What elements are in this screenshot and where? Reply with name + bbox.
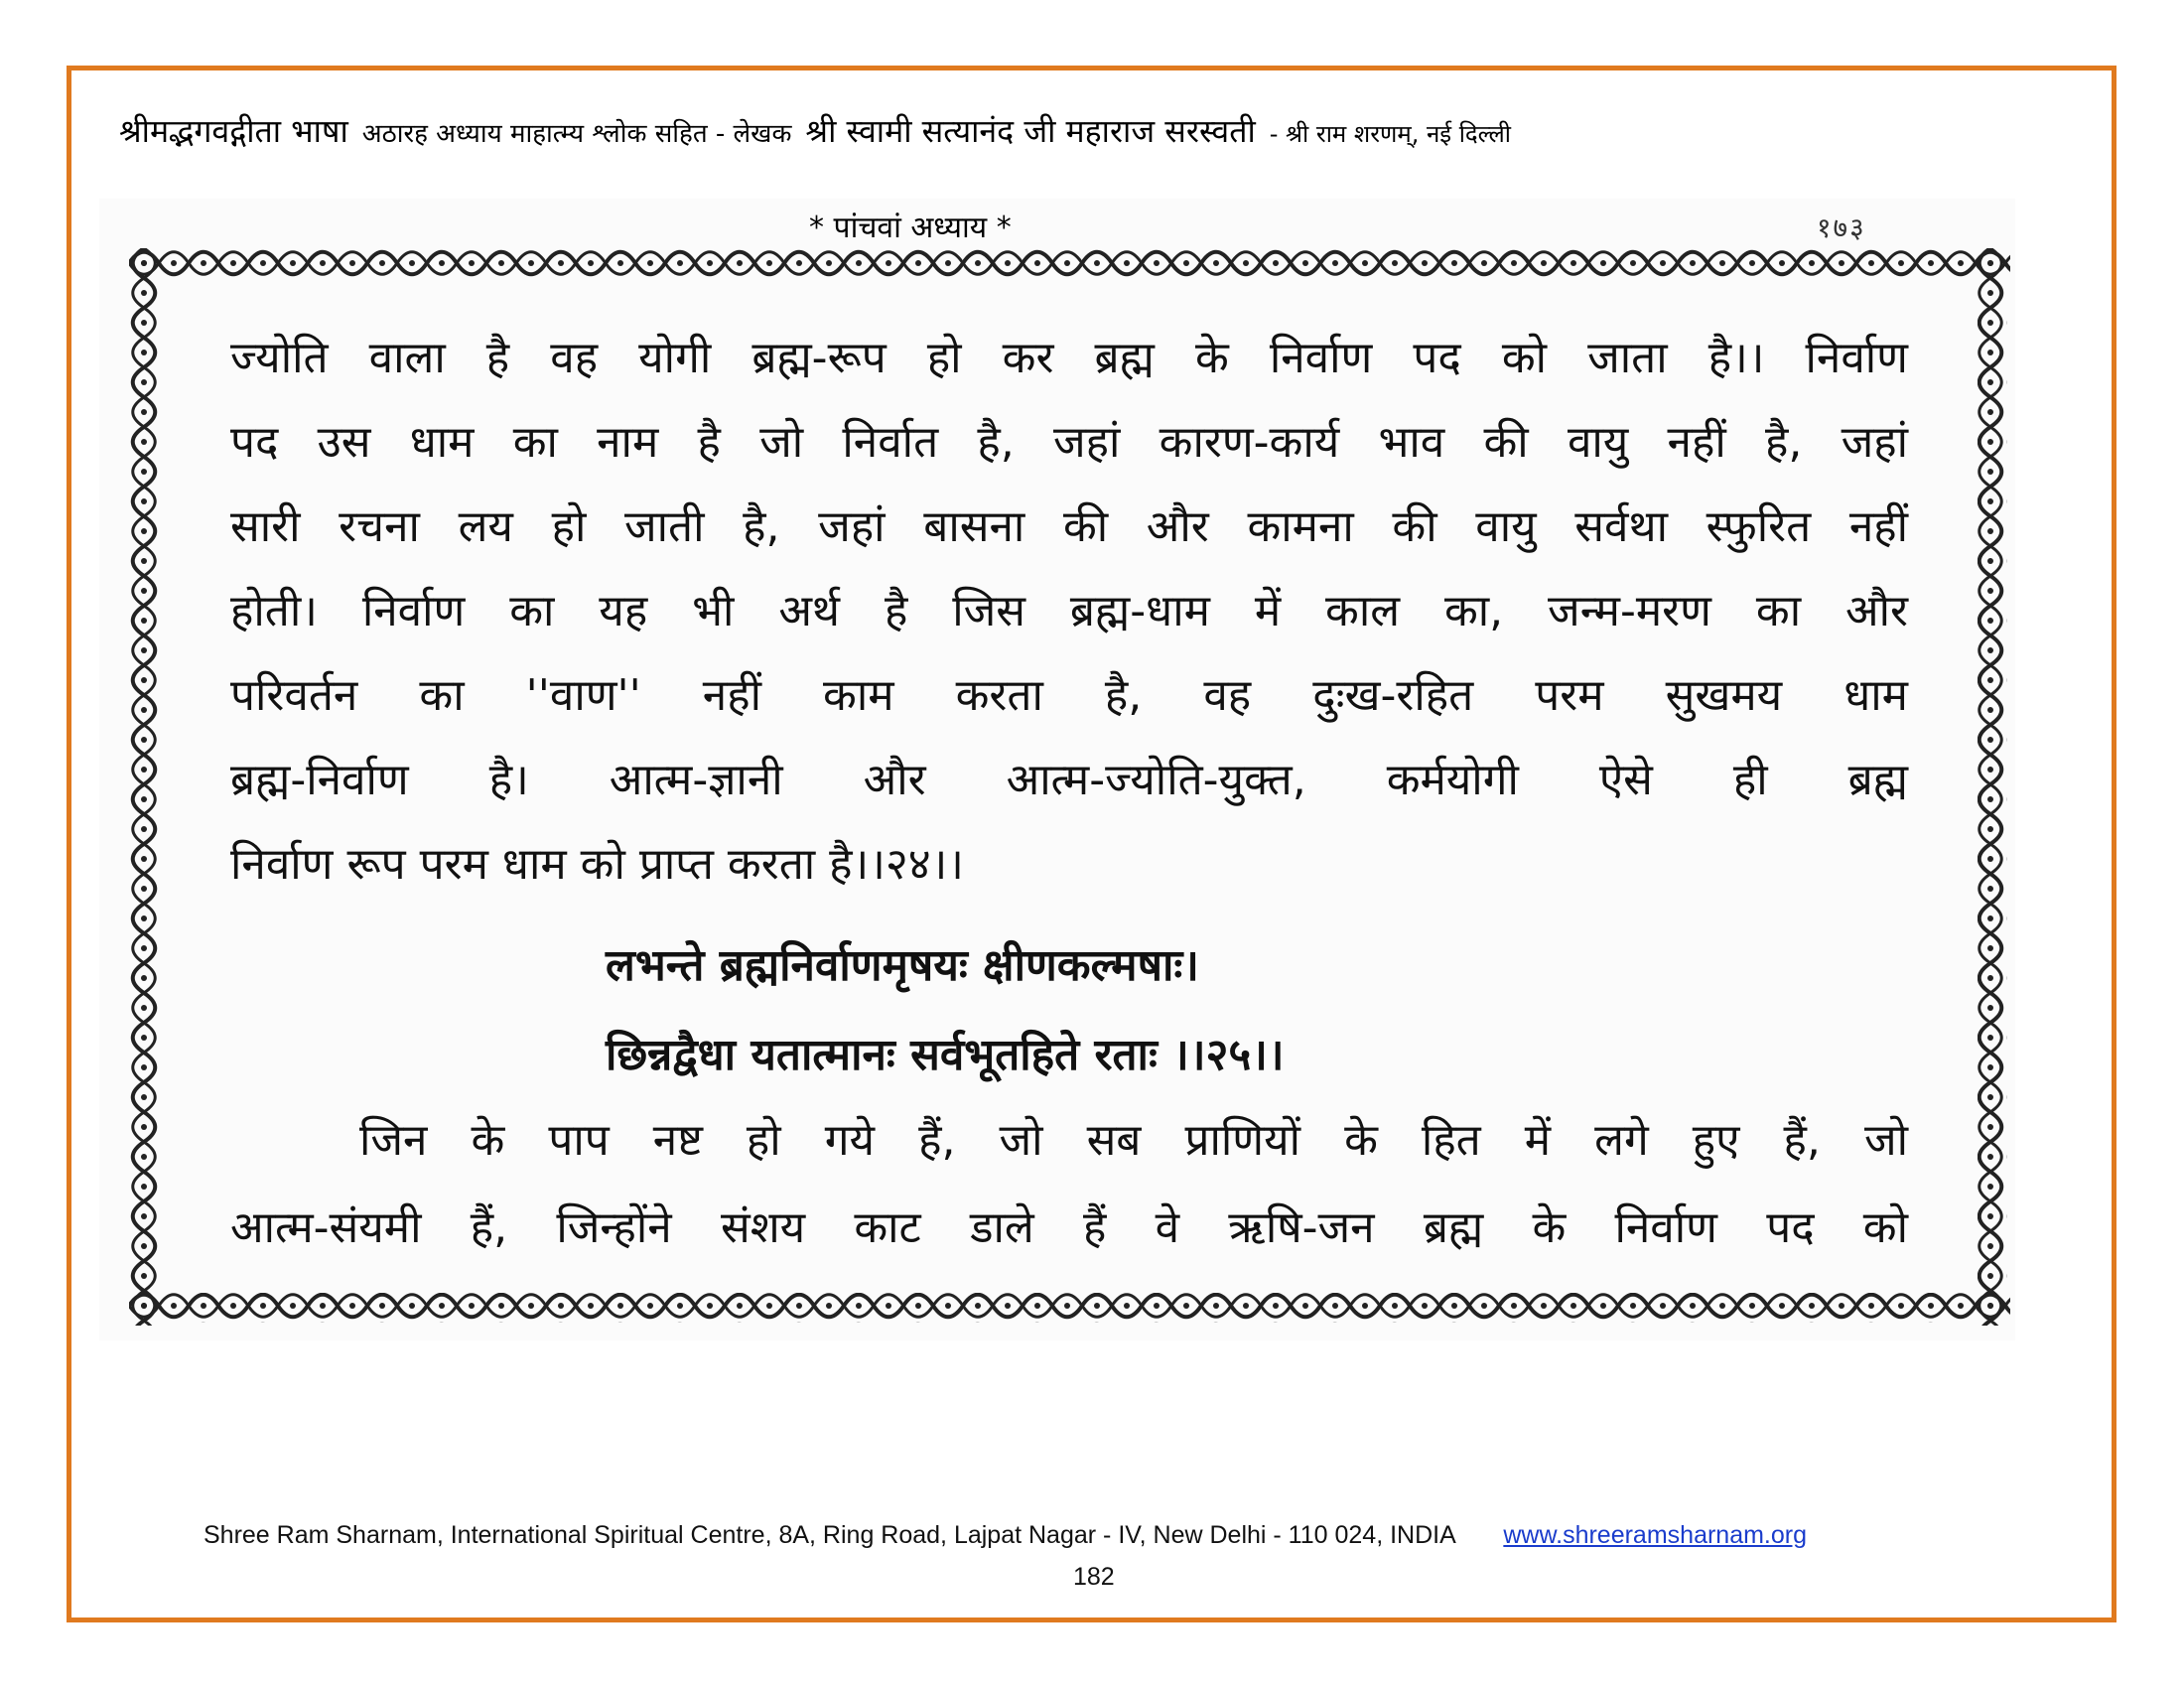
publisher-place: - श्री राम शरणम्, नई दिल्ली xyxy=(1269,120,1511,148)
shloka-line: लभन्ते ब्रह्मनिर्वाणमृषयः क्षीणकल्मषाः। xyxy=(606,940,1199,991)
sanskrit-shloka xyxy=(606,921,1285,1100)
text-line: परिवर्तन का ''वाण'' नहीं काम करता है, वह दुःख-रहित परम सुखमय धाम xyxy=(230,670,1908,721)
website-link[interactable]: www.shreeramsharnam.org xyxy=(1503,1521,1808,1549)
text-line: होती। निर्वाण का यह भी अर्थ है जिस ब्रह्म-धाम में काल का, जन्म-मरण का और xyxy=(230,586,1908,636)
scan-page-number: १७३ xyxy=(1817,211,1866,244)
text-line: सारी रचना लय हो जाती है, जहां बासना की और कामना की वायु सर्वथा स्फुरित नहीं xyxy=(230,501,1908,552)
shloka-line: छिन्नद्वैधा यतात्मानः सर्वभूतहिते रताः ।।२५।। xyxy=(606,1030,1285,1080)
text-line: पद उस धाम का नाम है जो निर्वात है, जहां कारण-कार्य भाव की वायु नहीं है, जहां xyxy=(230,417,1908,468)
book-title: श्रीमद्भगवद्गीता भाषा xyxy=(119,112,348,150)
text-line: ज्योति वाला है वह योगी ब्रह्म-रूप हो कर ब्रह्म के निर्वाण पद को जाता है।। निर्वाण xyxy=(230,333,1908,383)
chapter-heading: * पांचवां अध्याय * xyxy=(809,211,1012,245)
text-line: ब्रह्म-निर्वाण है। आत्म-ज्ञानी और आत्म-ज्योति-युक्त, कर्मयोगी ऐसे ही ब्रह्म xyxy=(230,755,1908,805)
text-line: निर्वाण रूप परम धाम को प्राप्त करता है।।२४।। xyxy=(230,839,964,890)
commentary-paragraph xyxy=(230,316,1908,907)
book-subtitle: अठारह अध्याय माहात्म्य श्लोक सहित - लेखक xyxy=(361,119,792,149)
shloka-commentary xyxy=(230,1097,1908,1272)
page-header xyxy=(119,109,2065,159)
footer-address: Shree Ram Sharnam, International Spiritual Centre, 8A, Ring Road, Lajpat Nagar - IV, New Delhi - 110 024, INDIA xyxy=(204,1521,1455,1549)
page-footer xyxy=(204,1521,1807,1550)
book-author: श्री स्वामी सत्यानंद जी महाराज सरस्वती xyxy=(805,112,1256,150)
page-number: 182 xyxy=(1073,1563,1115,1591)
text-line: जिन के पाप नष्ट हो गये हैं, जो सब प्राणियों के हित में लगे हुए हैं, जो xyxy=(359,1115,1908,1166)
text-line: आत्म-संयमी हैं, जिन्होंने संशय काट डाले हैं वे ऋषि-जन ब्रह्म के निर्वाण पद को xyxy=(230,1202,1908,1253)
